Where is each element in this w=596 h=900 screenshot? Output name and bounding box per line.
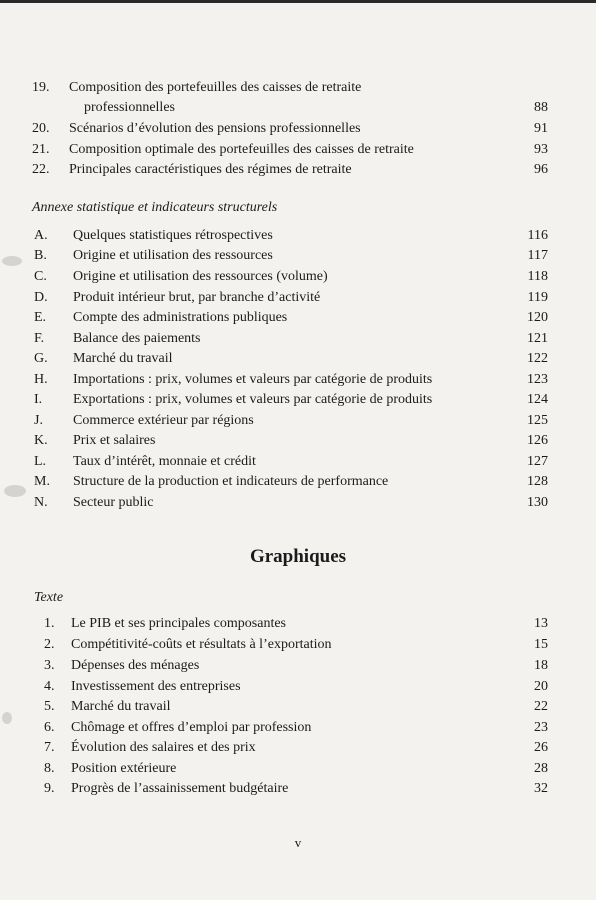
item-label: Compétitivité-coûts et résultats à l’exportation xyxy=(71,637,332,652)
list-item xyxy=(0,656,596,676)
item-label: Balance des paiements xyxy=(73,331,201,346)
item-number: 3. xyxy=(44,658,55,673)
item-number: 1. xyxy=(44,616,55,631)
page-number: 28 xyxy=(534,761,548,776)
page-number: 126 xyxy=(527,433,548,448)
item-number: 4. xyxy=(44,679,55,694)
item-number: 21. xyxy=(32,142,50,157)
list-item xyxy=(0,308,596,328)
page-number: 130 xyxy=(527,495,548,510)
page-number: 13 xyxy=(534,616,548,631)
page-number: 93 xyxy=(534,142,548,157)
list-item xyxy=(0,349,596,369)
item-number: 19. xyxy=(32,80,50,95)
page-number: 96 xyxy=(534,162,548,177)
item-label: Principales caractéristiques des régimes de retraite xyxy=(69,162,352,177)
page-number: 119 xyxy=(527,290,548,305)
item-letter: N. xyxy=(34,495,48,510)
item-letter: L. xyxy=(34,454,47,469)
page-number: 123 xyxy=(527,372,548,387)
list-item xyxy=(0,329,596,349)
page-number: 127 xyxy=(527,454,548,469)
page-number: 124 xyxy=(527,392,548,407)
scan-smudge xyxy=(2,256,22,266)
list-item xyxy=(0,390,596,410)
page-number: 32 xyxy=(534,781,548,796)
list-item xyxy=(0,759,596,779)
page-number: 18 xyxy=(534,658,548,673)
page-number: 15 xyxy=(534,637,548,652)
list-item xyxy=(0,635,596,655)
item-letter: D. xyxy=(34,290,48,305)
item-label: Origine et utilisation des ressources (volume) xyxy=(73,269,328,284)
item-number: 6. xyxy=(44,720,55,735)
list-item-continuation xyxy=(0,98,596,118)
item-label: Produit intérieur brut, par branche d’activité xyxy=(73,290,321,305)
page-number: 116 xyxy=(527,228,548,243)
item-number: 5. xyxy=(44,699,55,714)
item-number: 22. xyxy=(32,162,50,177)
item-label: Évolution des salaires et des prix xyxy=(71,740,256,755)
item-label: Secteur public xyxy=(73,495,154,510)
item-label: Composition optimale des portefeuilles des caisses de retraite xyxy=(69,142,414,157)
list-item xyxy=(0,493,596,513)
list-item xyxy=(0,370,596,390)
page-number: 91 xyxy=(534,121,548,136)
item-label: Origine et utilisation des ressources xyxy=(73,248,273,263)
page-number: 23 xyxy=(534,720,548,735)
list-item xyxy=(0,697,596,717)
item-letter: I. xyxy=(34,392,43,407)
section-subtitle: Texte xyxy=(34,590,64,605)
page-number: 117 xyxy=(527,248,548,263)
page-number: 88 xyxy=(534,100,548,115)
item-label-continued: professionnelles xyxy=(84,100,175,115)
page-number: 118 xyxy=(527,269,548,284)
page-number: 26 xyxy=(534,740,548,755)
page-number: 122 xyxy=(527,351,548,366)
item-label: Le PIB et ses principales composantes xyxy=(71,616,287,631)
list-item xyxy=(0,452,596,472)
list-item xyxy=(0,160,596,180)
item-label: Taux d’intérêt, monnaie et crédit xyxy=(73,454,256,469)
item-letter: C. xyxy=(34,269,47,284)
item-label: Dépenses des ménages xyxy=(71,658,200,673)
item-label: Prix et salaires xyxy=(73,433,156,448)
item-label: Position extérieure xyxy=(71,761,177,776)
item-label: Progrès de l’assainissement budgétaire xyxy=(71,781,289,796)
item-label: Commerce extérieur par régions xyxy=(73,413,254,428)
item-number: 2. xyxy=(44,637,55,652)
item-number: 9. xyxy=(44,781,55,796)
item-label: Importations : prix, volumes et valeurs par catégorie de produits xyxy=(73,372,433,387)
item-label: Chômage et offres d’emploi par profession xyxy=(71,720,312,735)
page-number: 120 xyxy=(527,310,548,325)
list-item xyxy=(0,614,596,634)
folio: v xyxy=(294,835,302,850)
list-item xyxy=(0,246,596,266)
item-label: Quelques statistiques rétrospectives xyxy=(73,228,273,243)
page-number: 20 xyxy=(534,679,548,694)
item-letter: A. xyxy=(34,228,48,243)
item-label: Marché du travail xyxy=(73,351,173,366)
page-top-edge xyxy=(0,0,596,3)
list-item xyxy=(0,140,596,160)
item-letter: K. xyxy=(34,433,48,448)
item-label: Scénarios d’évolution des pensions professionnelles xyxy=(69,121,361,136)
item-letter: H. xyxy=(34,372,48,387)
section-heading: Graphiques xyxy=(249,546,347,567)
item-letter: G. xyxy=(34,351,48,366)
page-number: 121 xyxy=(527,331,548,346)
list-item xyxy=(0,267,596,287)
item-letter: F. xyxy=(34,331,45,346)
item-label: Marché du travail xyxy=(71,699,171,714)
item-label: Structure de la production et indicateurs de performance xyxy=(73,474,389,489)
item-number: 8. xyxy=(44,761,55,776)
list-item xyxy=(0,226,596,246)
section-title: Annexe statistique et indicateurs structurels xyxy=(32,200,278,215)
list-item xyxy=(0,718,596,738)
item-letter: M. xyxy=(34,474,50,489)
item-number: 20. xyxy=(32,121,50,136)
list-item xyxy=(0,779,596,799)
scan-smudge xyxy=(4,485,26,497)
list-item xyxy=(0,431,596,451)
item-number: 7. xyxy=(44,740,55,755)
item-label: Composition des portefeuilles des caisses de retraite xyxy=(69,80,362,95)
item-label: Compte des administrations publiques xyxy=(73,310,288,325)
list-item xyxy=(0,677,596,697)
page-number: 128 xyxy=(527,474,548,489)
list-item xyxy=(0,738,596,758)
scan-smudge xyxy=(2,712,12,724)
list-item xyxy=(0,411,596,431)
item-letter: J. xyxy=(34,413,43,428)
list-item xyxy=(0,288,596,308)
list-item xyxy=(0,119,596,139)
list-item xyxy=(0,78,596,98)
page-number: 22 xyxy=(534,699,548,714)
item-letter: E. xyxy=(34,310,47,325)
list-item xyxy=(0,472,596,492)
page-number: 125 xyxy=(527,413,548,428)
item-label: Exportations : prix, volumes et valeurs par catégorie de produits xyxy=(73,392,433,407)
item-label: Investissement des entreprises xyxy=(71,679,241,694)
item-letter: B. xyxy=(34,248,47,263)
